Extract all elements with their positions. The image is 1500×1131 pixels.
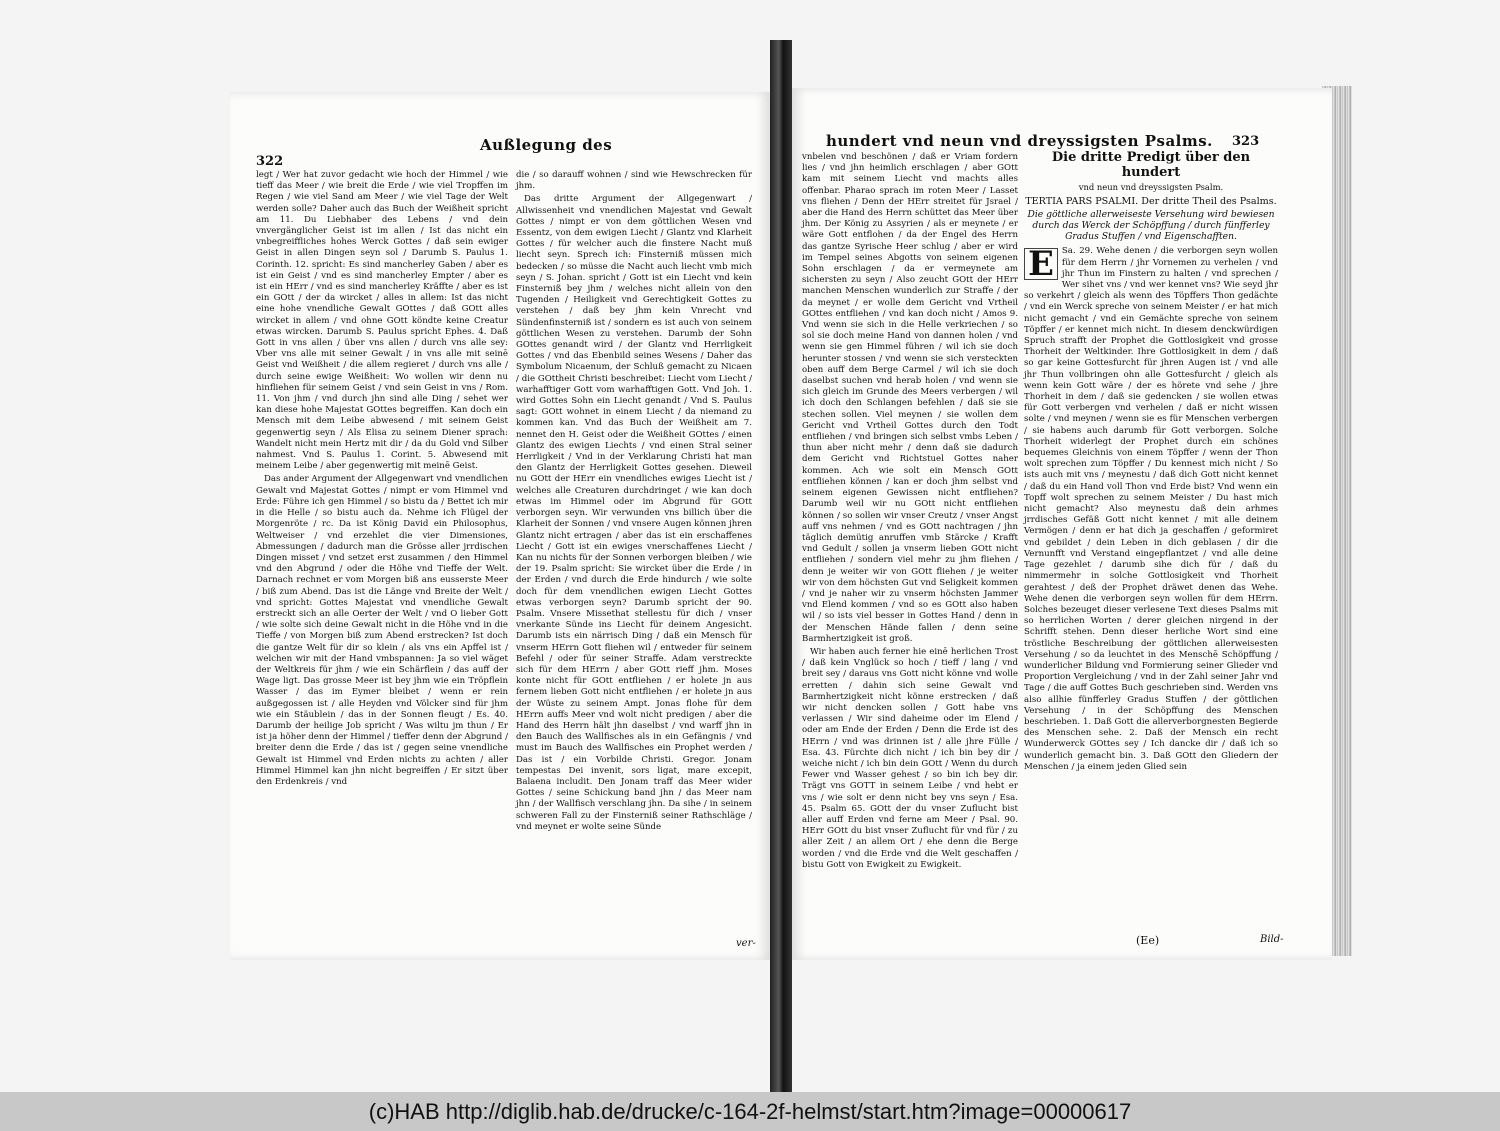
right-running-head: hundert vnd neun vnd dreyssigsten Psalms.: [826, 132, 1213, 150]
latin-head-german: Der dritte Theil des Psalms.: [1141, 196, 1277, 208]
right-catchword: Bild-: [1260, 934, 1284, 945]
left-running-head: Außlegung des: [480, 136, 613, 154]
signature-mark: (Ee): [1136, 934, 1160, 947]
paragraph: vnbelen vnd beschönen / daß er Vriam fordern lies / vnd jhn heimlich erschlagen / aber GOtt kam mit seinem Liecht vnd machts alles offenbar. Pharao sprach im roten Meer / Lasset vns fliehen / Denn der HErr streitet für Jsrael / aber die Hand des Herrn schüttet das Meer über jhm. Der König zu Assyrien / als er meynete / er wäre Gott entflohen / da der Engel des Herrn das gantze Syrische Heer schlug / aber er wird im Tempel seines Abgotts von seinem eigenen Sohn erschlagen / da er vermeynete am sichersten zu seyn / Also zeucht GOtt der HErr manchen Menschen wunderlich zur Straffe / der da meynet / er wolle dem Gericht vnd Vrtheil GOttes entfliehen / vnd kan doch nicht / Amos 9. Vnd wenn sie sich in die Helle verkriechen / so sol sie doch meine Hand von dannen holen / vnd wenn sie gen Himmel führen / wil ich sie doch herunter stossen / vnd wenn sie sich versteckten oben auff dem Berge Carmel / wil ich sie doch daselbst suchen vnd herab holen / vnd wenn sie sich gleich im Grunde des Meers verbergen / wil ich doch den Schlangen befehlen / daß sie sie stechen sollen. Viel meynen / sie wollen dem Gericht vnd Vrtheil Gottes durch den Todt entfliehen / vnd bringen sich selbst vmbs Leben / thun aber nicht mehr / denn daß sie dadurch dem Gericht vnd Richtstuel Gottes naher kommen. Ach wie solt ein Mensch GOtt entfliehen können / kan er doch jhm selbst vnd seinem eigenen Gewissen nicht entfliehen? Darumb weil wir nu GOtt nicht entfliehen können / so sollen wir vnser Creutz / vnser Angst auff vns nehmen / vnd es GOtt nachtragen / jhn täglich demütig anruffen vmb Stärcke / Krafft vnd Gedult / sollen ja vnserm lieben GOtt nicht entfliehen / sondern viel mehr zu jhm fliehen / denn je weiter wir von GOtt fliehen / je weiter wir von dem höchsten Gut vnd Seligkeit kommen / vnd je naher wir zu vnserm höchsten Jammer vnd Elend kommen / vnd so es GOtt also haben wil / so ists viel besser in Gottes Hand / denn in der Menschen Hände fallen / denn seine Barmhertzigkeit ist groß.: [802, 152, 1018, 644]
book-gutter: [770, 40, 792, 1092]
left-page-number: 322: [256, 154, 284, 169]
left-column-2: [516, 170, 752, 950]
sermon-title: Die dritte Predigt über den hundert: [1051, 150, 1251, 180]
right-column-2: [1024, 150, 1278, 950]
paragraph: Wir haben auch ferner hie einē herlichen Trost / daß kein Vnglück so hoch / tieff / lang / vnd breit sey / daraus vns Gott nicht könne vnd wolle erretten / dahin sich seine Gewalt vnd Barmhertzigkeit nicht könne erstrecken / daß wir nicht dencken sollen / Gott habe vns verlassen / Wir sind daheime oder im Elend / oder am Ende der Erden / Denn die Erde ist des HErrn / vnd was drinnen ist / alle jhre Fülle / Esa. 43. Fürchte dich nicht / ich bin bey dir / weiche nicht / ich bin dein GOtt / Wenn du durch Fewer vnd Wasser gehest / so bin ich bey dir. Trägt vns GOTT in seinem Leibe / vnd hebt er vns / wie solt er denn nicht bey vns seyn / Esa. 45. Psalm 65. GOtt der du vnser Zuflucht bist aller auff Erden vnd ferne am Meer / Psal. 90. HErr GOtt du bist vnser Zuflucht für vnd für / zu aller Zeit / an allem Ort / ehe denn die Berge worden / vnd die Erde vnd die Welt geschaffen / bistu Gott von Ewigkeit zu Ewigkeit.: [802, 646, 1018, 870]
paragraph: Das dritte Argument der Allgegenwart / Allwissenheit vnd vnendlichen Majestat vnd Gewalt Gottes / nimpt er von dem göttlichen Wesen vnd Essentz, von dem ewigen Liecht / Glantz vnd Klarheit Gottes / für welcher auch die finstere Nacht muß liecht seyn. Sprech ich: Finsterniß müssen mich bedecken / so müsse die Nacht auch liecht vmb mich seyn / S. Johan. spricht / Gott ist ein Liecht vnd kein Finsterniß bey jhm / welches nicht allein von den Tugenden / Heiligkeit vnd Gerechtigkeit Gottes zu verstehen / daß bey jhm kein Vnrecht vnd Sündenfinsterniß ist / sondern es ist auch von seinem göttlichen Wesen zu verstehen. Darumb der Sohn GOttes genandt wird / der Glantz vnd Herrligkeit Gottes / vnd das Ebenbild seines Wesens / Daher das Symbolum Nicaenum, der Schluß gemacht zu Nicaen / die GOttheit Christi beschreibet: Liecht vom Liecht / warhafftiger Gott vom warhafftigen Gott. Vnd Joh. 1. wird Gottes Sohn ein Liecht genandt / Vnd S. Paulus sagt: GOtt wohnet in einem Liecht / da niemand zu kommen kan. Vnd das Buch der Weißheit am 7. nennet den H. Geist oder die Weißheit GOttes / einen Glantz des ewigen Liechts / vnd einen Stral seiner Herrligkeit / Vnd in der Verklarung Christi hat man den Glantz der Herrligkeit Gottes gesehen. Dieweil nu GOtt der HErr ein vnendliches ewiges Liecht ist / welches alle Creaturen durchdringet / wie kan doch etwas im Himmel oder im Abgrund für GOtt verborgen seyn. Wir verwunden vns billich über die Klarheit der Sonnen / vnd vnsere Augen können jhren Glantz nicht ertragen / aber das ist ein erschaffenes Liecht / Gott ist ein ewiges vnerschaffenes Liecht / Kan nu nichts für der Sonnen verborgen bleiben / wie der 19. Psalm spricht: Sie wircket über die Erde / in der Erden / vnd durch die Erde hindurch / wie solte doch für dem vnendlichen ewigen Liecht Gottes etwas verborgen seyn? Darumb spricht der 90. Psalm. Vnsere Missethat stellestu für dich / vnser vnerkante Sünde ins Liecht für deinem Angesicht. Darumb ists ein närrisch Ding / daß ein Mensch für vnserm HErrn Gott fliehen wil / entweder für seinem Befehl / oder für seiner Straffe. Adam verstreckte sich für dem HErrn / aber GOtt rieff jhm. Moses konte nicht für GOtt entfliehen / er holete jn aus fernem lieben Gott nicht entfliehen / er holete jn aus der Wüste zu seinem Ampt. Jonas flohe für dem HErrn auffs Meer vnd wolt nicht predigen / aber die Hand des Herrn hält jhn daselbst / vnd warff jhn in den Bauch des Wallfisches als in ein Gefängnis / vnd must im Bauch des Wallfisches ein Prophet werden / Das ist / ein Vorbilde Christi. Gregor. Jonam tempestas Dei invenit, sors ligat, mare excepit, Balaena includit. Den Jonam traff das Meer wider Gottes / seine Schickung band jhn / das Meer nam jhn / der Wallfisch verschlang jhn. Da sihe / in seinem schweren Fall zu der Finsterniß seiner Rathschläge / vnd meynet er wolte seine Sünde: [516, 194, 752, 832]
left-catchword: ver-: [736, 938, 756, 949]
copyright-footer: (c)HAB http://diglib.hab.de/drucke/c-164-2f-helmst/start.htm?image=00000617: [0, 1092, 1500, 1131]
right-column-1: [802, 152, 1018, 952]
latin-section-head: [1024, 196, 1278, 207]
sermon-subtitle: vnd neun vnd dreyssigsten Psalm.: [1078, 182, 1224, 192]
dropcap-initial: E: [1024, 248, 1058, 280]
left-page: [230, 92, 770, 960]
paragraph: Das ander Argument der Allgegenwart vnd vnendlichen Gewalt vnd Majestat Gottes / nimpt er vom Himmel vnd Erde: Führe ich gen Himmel / so bistu da / Bettet ich mir in die Helle / so bistu auch da. Nehme ich Flügel der Morgenröte / rc. Da ist König David ein Philosophus, Weltweiser / vnd erzehlet die vier Dimensiones, Abmessungen / dadurch man die Grösse aller jrrdischen Dingen misset / vnd setzet erst zusammen / den Himmel vnd den Abgrund / oder die Höhe vnd Tieffe der Welt. Darnach rechnet er vom Morgen biß ans eusserste Meer / biß zum Abend. Das ist die Länge vnd Breite der Welt / vnd spricht: Gottes Majestat vnd vnendliche Gewalt erstreckt sich an alle Oerter der Welt / vnd O lieber Gott / wie solte sich deine Gewalt nicht in die Höhe vnd in die Tieffe / von Morgen biß zum Abend erstrecken? Ist doch die gantze Welt für dir so klein / als vns ein Apffel ist / welchen wir mit der Hand vmbspannen: Ja so viel wäget der Weltkreis für jhm / wie ein Schärflein / das auff der Wage ligt. Das grosse Meer ist bey jhm wie ein Tröpflein Wasser / das im Eymer bleibet / wenn er rein außgegossen ist / alle Heyden vnd Völcker sind für jhm wie ein Stäublein / das in der Sonnen fleugt / Es. 40. Darumb der heilige Job spricht / Was wiltu jm thun / Er ist ja höher denn der Himmel / tieffer denn der Abgrund / breiter denn die Erde / das ist / gegen seine vnendliche Gewalt ist Himmel vnd Erden nichts zu achten / aller Himmel Himmel kan jhn nicht begreiffen / Er sitzt über den Erdenkreis / vnd: [256, 474, 508, 787]
paragraph: Sa. 29. Wehe denen / die verborgen seyn wollen für dem Herrn / jhr Vornemen zu verhelen / vnd jhr Thun im Finstern zu halten / vnd sprechen / Wer sihet vns / vnd wer kennet vns? Wie seyd jhr so verkehrt / gleich als wenn des Töpffers Thon gedächte / vnd ein Werck spreche von seinem Meister / er hat mich nicht gemacht / vnd ein Gemächte spreche von seinem Töpffer / er kennet mich nicht. In diesem denckwürdigen Spruch strafft der Prophet die Gottlosigkeit vnd grosse Thorheit der Weltkinder. Ihre Gottlosigkeit in dem / daß so gar keine Gottesfurcht für jhren Augen ist / vnd alle jhr Thun vollbringen ohn alle Gottesfurcht / gleich als wenn kein Gott wäre / der es hörete vnd sehe / jhre Thorheit in dem / daß sie gedencken / sie wollen etwas für Gott verbergen vnd verhelen / daß er nicht wissen solte / vnd meynen / wenn sie es für Menschen verbergen / sie habens auch darumb für Gott verborgen. Solche Thorheit widerlegt der Prophet durch ein schönes bequemes Gleichnis von einem Töpffer / wenn der Thon wolt sprechen zum Töpffer / Du kennest mich nicht / So ists auch mit vns / meynestu / daß dich Gott nicht kennet / daß du ein Hand voll Thon vnd Erde bist? Vnd wenn ein Topff wolt sprechen zu seinem Meister / Du hast mich nicht gemacht? Also meynestu daß dein arhmes jrrdisches Gefäß Gott nicht kennet / mit alle deinem Vermögen / denn er hat dich ja geschaffen / geformiret vnd gebildet / dein Leben in dich geblasen / dir die Vernunfft vnd Verstand eingepflantzet / vnd alle deine Tage gezehlet / darumb sihe dich für / daß du nimmermehr in solche Gottlosigkeit vnd Thorheit gerahtest / deß der Prophet dräwet denen das Wehe. Wehe denen die verborgen seyn wollen für dem HErrn. Solches bezeuget dieser verlesene Text dieses Psalms mit so herrlichen Worten / derer gleichen nirgend in der Schrifft stehen. Denn dieser herliche Wort sind eine tröstliche Beschreibung der göttlichen allerweisesten Versehung / so da leuchtet in des Menschē Schöpffung / wunderlicher Bildung vnd Formierung seiner Glieder vnd Proportion Vergleichung / vnd in der Zahl seiner Jahr vnd Tage / die auff Gottes Buch geschrieben sind. Werden vns also allhie fünfferley Gradus Stuffen / der göttlichen Versehung / in der Schöpffung des Menschen beschrieben. 1. Daß Gott die allerverborgnesten Begierde des Menschen sehe. 2. Daß der Mensch ein recht Wunderwerck GOttes sey / Ich dancke dir / daß ich so wunderlich gemacht bin. 3. Daß GOtt den Gliedern der Menschen / ja einem jeden Glied sein: [1024, 246, 1278, 772]
left-column-1: [256, 170, 508, 950]
right-page: [792, 88, 1332, 960]
sermon-summary: Die göttliche allerweiseste Versehung wird bewiesen durch das Werck der Schöpffung / durch fünfferley Gradus Stuffen / vnd Eigenschafften.: [1027, 209, 1275, 243]
paragraph: die / so darauff wohnen / sind wie Hewschrecken für jhm.: [516, 170, 752, 192]
right-page-number: 323: [1232, 134, 1260, 149]
latin-head: TERTIA PARS PSALMI.: [1025, 196, 1139, 208]
paragraph: legt / Wer hat zuvor gedacht wie hoch der Himmel / wie tieff das Meer / wie breit die Erde / wie viel Tropffen im Regen / wie viel Sand am Meer / wie viel Tage der Welt werden solle? Daher auch das Buch der Weißheit spricht am 11. Du Liebhaber des Lebens / vnd dein vnvergänglicher Geist ist im allen / Ist das nicht ein vnbegreiffliches hohes Werck Gottes / daß sein ewiger Geist in allen Dingen seyn sol / Darumb S. Paulus 1. Corinth. 12. spricht: Es sind mancherley Gaben / aber es ist ein Geist / vnd es sind mancherley Empter / aber es ist ein HErr / vnd es sind mancherley Kräffte / aber es ist ein GOtt / der da wircket / alles in allem: Ist das nicht eine hohe vnendliche Gewalt GOttes / daß GOtt alles wircket in allem / vnd ohne GOtt köndte keine Creatur etwas wircken. Darumb S. Paulus spricht Ephes. 4. Daß Gott in vns allen / über vns allen / durch vns alle sey: Vber vns alle mit seiner Gewalt / in vns alle mit seinē Geist vnd Weißheit / die allem regieret / durch vns alle / durch seine ewige Weißheit: Wo wollen wir denn nu hinfliehen für seinem Geist / vnd sein Geist in vns / Rom. 11. Von jhm / vnd durch jhn sind alle Ding / sehet wer kan diese hohe Majestat GOttes begreiffen. Kan doch ein Mensch mit dem Leibe abwesend / mit seinem Geist gegenwertig seyn / Als Elisa zu seinem Diener sprach: Wandelt nicht mein Hertz mit dir / da du Gold vnd Silber nahmest. Vnd S. Paulus 1. Corint. 5. Abwesend mit meinem Leibe / aber gegenwertig mit meinē Geist.: [256, 170, 508, 472]
